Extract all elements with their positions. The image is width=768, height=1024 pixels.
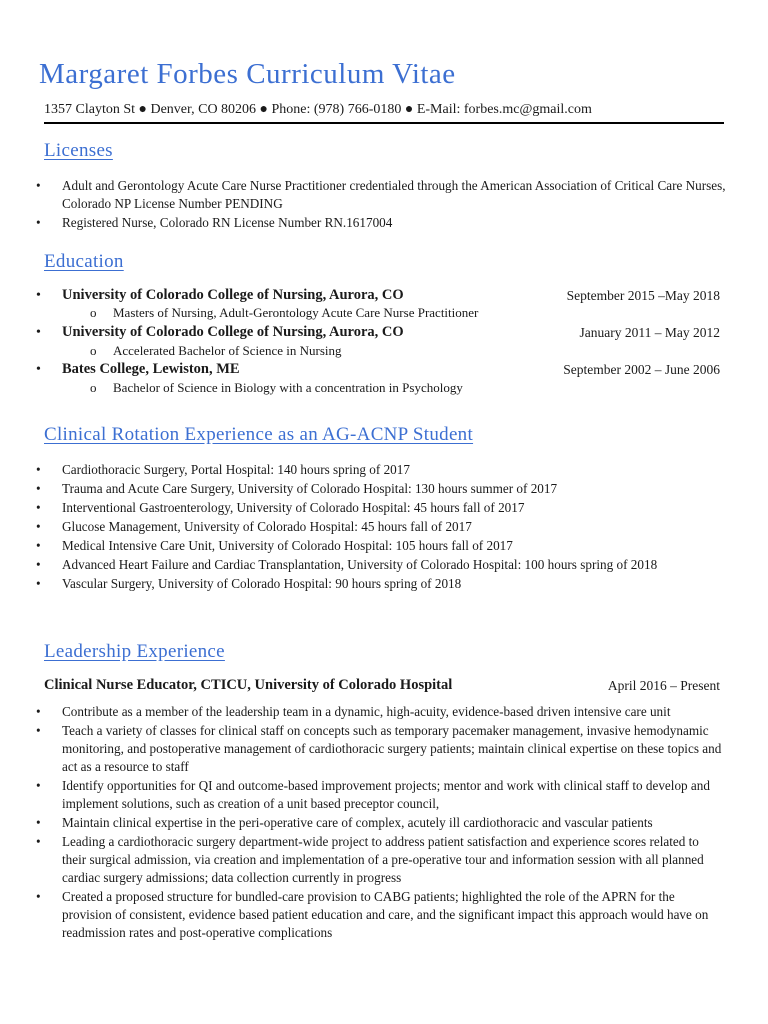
degree-detail: o Bachelor of Science in Biology with a concentration in Psychology [90, 380, 463, 395]
bullet-icon: • [36, 557, 41, 572]
job-dates: April 2016 – Present [607, 678, 720, 693]
leadership-item: • Contribute as a member of the leadership team in a dynamic, high-acuity, evidence-based driven intensive care unit [36, 704, 671, 719]
bullet-icon: • [36, 834, 41, 849]
leadership-item: • Created a proposed structure for bundled-care provision to CABG patients; highlighted the role of the APRN for the provision of consistent, evidence based patient education and care, and the significant impact this approach would have on readmission rates and post-operative complications [36, 889, 709, 940]
clinical-heading: Clinical Rotation Experience as an AG-ACNP Student [44, 424, 474, 445]
bullet-icon: • [36, 481, 41, 496]
education-entry [36, 361, 720, 381]
leadership-item: • Maintain clinical expertise in the peri-operative care of complex, acutely ill cardiothoracic and vascular patients [36, 815, 653, 830]
bullet-icon: • [36, 889, 41, 904]
clinical-list [36, 461, 726, 594]
education-dates: September 2002 – June 2006 [563, 362, 720, 377]
bullet-icon: • [36, 500, 41, 515]
leadership-heading: Leadership Experience [44, 641, 225, 662]
bullet-icon: • [36, 462, 41, 477]
license-item: • Registered Nurse, Colorado RN License Number RN.1617004 [36, 215, 393, 230]
clinical-item: • Advanced Heart Failure and Cardiac Transplantation, University of Colorado Hospital: 100 hours spring of 2018 [36, 557, 658, 572]
sub-bullet-icon: o [90, 305, 97, 320]
degree-detail: o Accelerated Bachelor of Science in Nursing [90, 343, 342, 358]
school-name: University of Colorado College of Nursing, Aurora, CO [62, 287, 404, 303]
school-name: University of Colorado College of Nursing, Aurora, CO [62, 324, 404, 340]
bullet-icon: • [36, 215, 41, 230]
header-divider [44, 122, 724, 124]
bullet-icon: • [36, 723, 41, 738]
bullet-icon: • [36, 815, 41, 830]
leadership-item: • Teach a variety of classes for clinical staff on concepts such as temporary pacemaker management, invasive hemodynamic monitoring, and postoperative management of cardiothoracic surgery patients; maintain clinical expertise on these topics and act as a resource to staff [36, 723, 722, 774]
education-entry [36, 324, 720, 344]
licenses-heading: Licenses [44, 140, 113, 161]
clinical-item: • Glucose Management, University of Colorado Hospital: 45 hours fall of 2017 [36, 519, 472, 534]
degree-detail: o Masters of Nursing, Adult-Gerontology Acute Care Nurse Practitioner [90, 305, 479, 320]
bullet-icon: • [36, 778, 41, 793]
bullet-icon: • [36, 704, 41, 719]
document-title: Margaret Forbes Curriculum Vitae [39, 58, 456, 90]
clinical-item: • Medical Intensive Care Unit, University of Colorado Hospital: 105 hours fall of 2017 [36, 538, 513, 553]
clinical-item: • Cardiothoracic Surgery, Portal Hospital: 140 hours spring of 2017 [36, 462, 410, 477]
sub-bullet-icon: o [90, 380, 97, 395]
bullet-icon: • [36, 362, 41, 377]
bullet-icon: • [36, 576, 41, 591]
clinical-item: • Vascular Surgery, University of Colorado Hospital: 90 hours spring of 2018 [36, 576, 462, 591]
licenses-list [36, 177, 726, 233]
clinical-item: • Interventional Gastroenterology, University of Colorado Hospital: 45 hours fall of 2017 [36, 500, 525, 515]
bullet-icon: • [36, 538, 41, 553]
bullet-icon: • [36, 288, 41, 303]
education-entry [36, 287, 720, 307]
job-title: Clinical Nurse Educator, CTICU, University of Colorado Hospital [44, 677, 453, 693]
license-item: • Adult and Gerontology Acute Care Nurse Practitioner credentialed through the American Association of Critical Care Nurses, Colorado NP License Number PENDING [36, 178, 726, 211]
job-header [44, 677, 720, 697]
education-heading: Education [44, 251, 124, 272]
leadership-item: • Identify opportunities for QI and outcome-based improvement projects; mentor and work with clinical staff to develop and implement solutions, such as creation of a unit based preceptor council, [36, 778, 710, 811]
education-dates: September 2015 –May 2018 [566, 288, 720, 303]
education-dates: January 2011 – May 2012 [579, 325, 720, 340]
leadership-list [36, 703, 726, 943]
clinical-item: • Trauma and Acute Care Surgery, University of Colorado Hospital: 130 hours summer of 2017 [36, 481, 558, 496]
bullet-icon: • [36, 519, 41, 534]
leadership-item: • Leading a cardiothoracic surgery department-wide project to address patient satisfaction and experience scores related to their surgical admission, via creation and implementation of a pre-operative tour and information session with all planned cardiac surgery admissions; data collection currently in progress [36, 834, 704, 885]
bullet-icon: • [36, 325, 41, 340]
bullet-icon: • [36, 178, 41, 193]
school-name: Bates College, Lewiston, ME [62, 361, 240, 377]
sub-bullet-icon: o [90, 343, 97, 358]
contact-line: 1357 Clayton St ● Denver, CO 80206 ● Phone: (978) 766-0180 ● E-Mail: forbes.mc@gmail.com [44, 102, 592, 117]
